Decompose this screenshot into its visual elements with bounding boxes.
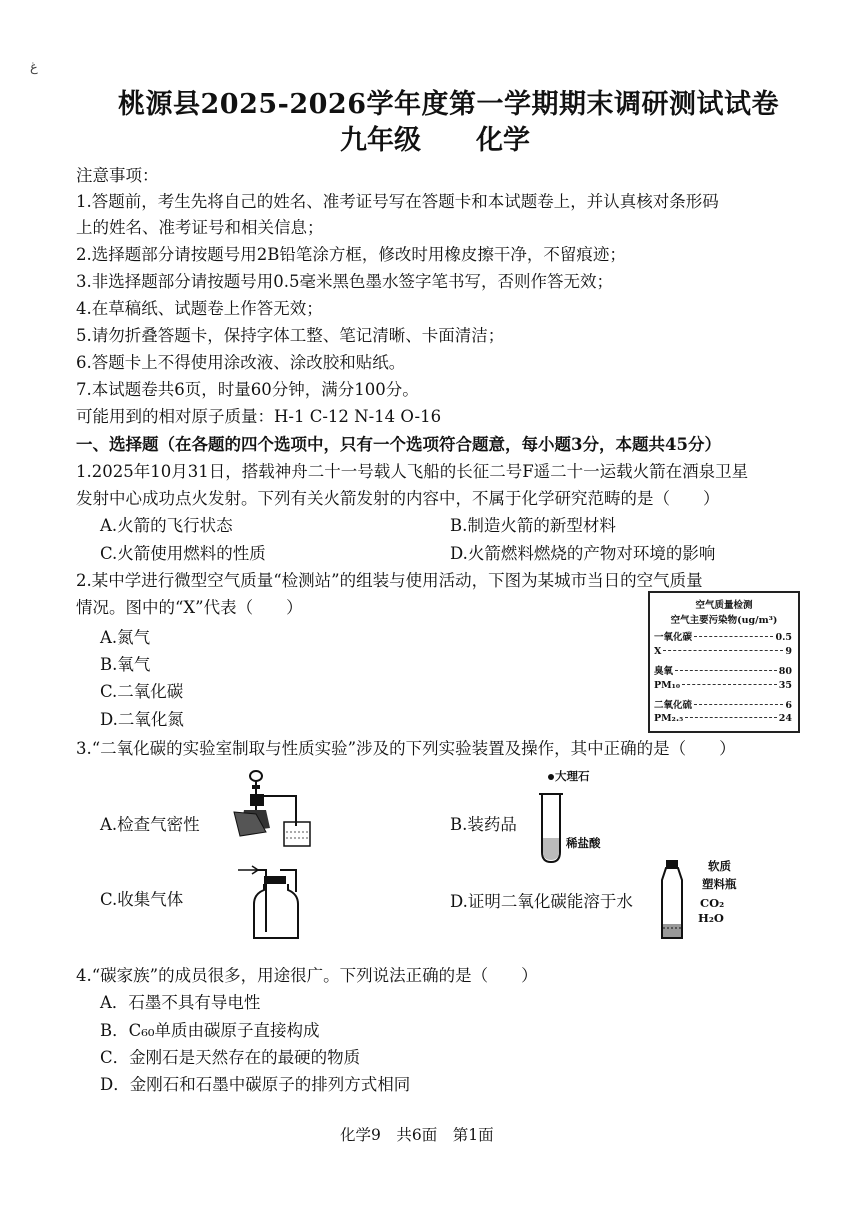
air-quality-subtitle: 空气主要污染物(ug/m³) bbox=[670, 615, 778, 626]
q2-option-c: C.二氧化碳 bbox=[100, 682, 184, 701]
air-quality-box bbox=[648, 591, 800, 733]
soft-label: 软质 bbox=[708, 859, 731, 873]
acid-label: 稀盐酸 bbox=[566, 836, 601, 850]
notice-heading: 注意事项： bbox=[76, 166, 159, 185]
q2-stem: 2.某中学进行微型空气质量“检测站”的组装与使用活动，下图为某城市当日的空气质量 bbox=[76, 571, 703, 590]
q4-option-b: B．C₆₀单质由碳原子直接构成 bbox=[100, 1021, 320, 1040]
q4-stem: 4.“碳家族”的成员很多，用途很广。下列说法正确的是（ ） bbox=[76, 966, 538, 985]
air-quality-row bbox=[654, 697, 792, 711]
corner-mark: غ bbox=[30, 60, 38, 75]
notice-line: 上的姓名、准考证号和相关信息； bbox=[76, 218, 324, 237]
q1-option-a: A.火箭的飞行状态 bbox=[100, 516, 233, 535]
bottle-label: 塑料瓶 bbox=[702, 877, 737, 891]
q1-stem: 1.2025年10月31日，搭载神舟二十一号载人飞船的长征二号F遥二十一运载火箭在酒泉卫星 bbox=[76, 462, 749, 481]
plastic-bottle-image bbox=[656, 858, 688, 944]
grade-label: 九年级 bbox=[340, 125, 421, 156]
notice-line: 7.本试题卷共6页，时量60分钟，满分100分。 bbox=[76, 380, 419, 399]
notice-line: 3.非选择题部分请按题号用0.5毫米黑色墨水签字笔书写，否则作答无效； bbox=[76, 272, 613, 291]
notice-line: 4.在草稿纸、试题卷上作答无效； bbox=[76, 299, 323, 318]
q1-option-c: C.火箭使用燃料的性质 bbox=[100, 544, 266, 563]
exam-title: 桃源县2025-2026学年度第一学期期末调研测试试卷 bbox=[118, 89, 779, 120]
q3-option-a: A.检查气密性 bbox=[100, 815, 200, 834]
q3-stem: 3.“二氧化碳的实验室制取与性质实验”涉及的下列实验装置及操作，其中正确的是（ ） bbox=[76, 739, 736, 758]
gas-bottle-image bbox=[236, 864, 306, 942]
notice-line: 5.请勿折叠答题卡，保持字体工整、笔记清晰、卡面清洁； bbox=[76, 326, 505, 345]
q2-stem: 情况。图中的“X”代表（ ） bbox=[76, 598, 303, 617]
notice-line: 6.答题卡上不得使用涂改液、涂改胶和贴纸。 bbox=[76, 353, 406, 372]
co2-label: CO₂ bbox=[700, 896, 725, 910]
pollutant-value: 0.5 bbox=[775, 632, 792, 643]
air-quality-row bbox=[654, 646, 792, 657]
q3-option-c: C.收集气体 bbox=[100, 890, 184, 909]
pollutant-name: PM₂.₅ bbox=[654, 713, 684, 724]
notice-line: 1.答题前，考生先将自己的姓名、准考证号写在答题卡和本试题卷上，并认真核对条形码 bbox=[76, 192, 719, 211]
section-heading: 一、选择题（在各题的四个选项中，只有一个选项符合题意，每小题3分，本题共45分） bbox=[76, 435, 721, 454]
q1-option-b: B.制造火箭的新型材料 bbox=[450, 516, 616, 535]
air-quality-row bbox=[654, 680, 792, 691]
q2-option-b: B.氧气 bbox=[100, 655, 151, 674]
pollutant-value: 6 bbox=[785, 700, 792, 711]
subject-label: 化学 bbox=[476, 125, 530, 156]
q3-option-b: B.装药品 bbox=[450, 815, 517, 834]
pollutant-name: X bbox=[654, 646, 662, 657]
pollutant-value: 80 bbox=[778, 666, 792, 677]
water-label: H₂O bbox=[698, 911, 724, 925]
q2-option-a: A.氮气 bbox=[100, 628, 151, 647]
pollutant-value: 9 bbox=[785, 646, 792, 657]
air-quality-title: 空气质量检测 bbox=[695, 600, 753, 611]
pollutant-name: 臭氧 bbox=[654, 666, 674, 677]
pollutant-value: 35 bbox=[778, 680, 792, 691]
notice-line: 可能用到的相对原子质量：H-1 C-12 N-14 O-16 bbox=[76, 407, 442, 426]
pollutant-value: 24 bbox=[778, 713, 792, 724]
air-quality-row bbox=[654, 663, 792, 677]
page-footer: 化学9 共6面 第1面 bbox=[340, 1126, 494, 1144]
q4-option-d: D．金刚石和石墨中碳原子的排列方式相同 bbox=[100, 1075, 411, 1094]
air-quality-row bbox=[654, 629, 792, 643]
pollutant-name: PM₁₀ bbox=[654, 680, 680, 691]
marble-label: 大理石 bbox=[555, 769, 590, 783]
q1-stem: 发射中心成功点火发射。下列有关火箭发射的内容中，不属于化学研究范畴的是（ ） bbox=[76, 489, 720, 508]
q4-option-c: C．金刚石是天然存在的最硬的物质 bbox=[100, 1048, 361, 1067]
pollutant-name: 二氧化硫 bbox=[654, 700, 693, 711]
q3-option-d: D.证明二氧化碳能溶于水 bbox=[450, 892, 633, 911]
q4-option-a: A．石墨不具有导电性 bbox=[100, 993, 261, 1012]
q2-option-d: D.二氧化氮 bbox=[100, 710, 184, 729]
air-quality-row bbox=[654, 713, 792, 724]
notice-line: 2.选择题部分请按题号用2B铅笔涂方框，修改时用橡皮擦干净，不留痕迹； bbox=[76, 245, 626, 264]
airtightness-apparatus-image bbox=[226, 770, 316, 850]
pollutant-name: 一氧化碳 bbox=[654, 632, 693, 643]
q1-option-d: D.火箭燃料燃烧的产物对环境的影响 bbox=[450, 544, 716, 563]
